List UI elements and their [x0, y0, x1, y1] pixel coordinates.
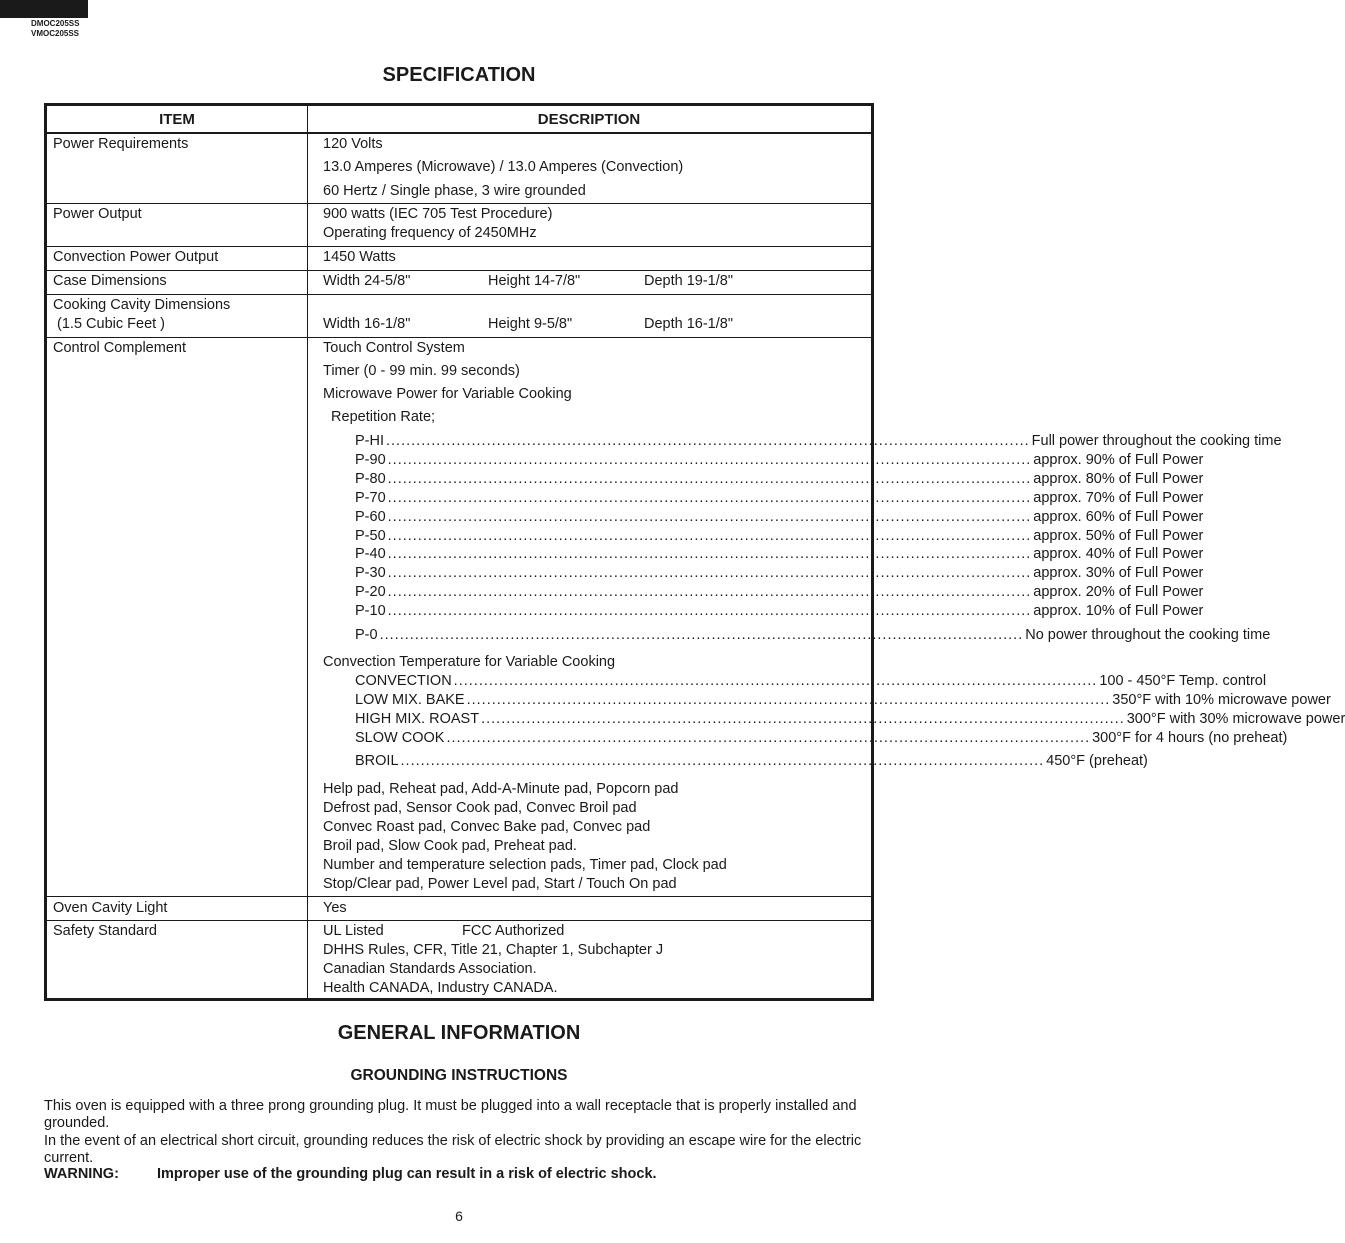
convection-mode-row: HIGH MIX. ROAST ................................................................................................................................ 300°F with 30% microwave power	[355, 711, 1345, 727]
power-level-label: P-20	[355, 584, 386, 600]
power-level-value: No power throughout the cooking time	[1025, 627, 1271, 643]
general-information-title: GENERAL INFORMATION	[337, 1022, 581, 1044]
pad-line: Help pad, Reheat pad, Add-A-Minute pad, Popcorn pad	[323, 781, 679, 797]
power-level-value: approx. 40% of Full Power	[1033, 546, 1204, 562]
convection-mode-row: BROIL ................................................................................................................................ 450°F (preheat)	[355, 753, 1148, 769]
row-divider	[47, 132, 871, 134]
desc-depth: Depth 19-1/8"	[644, 273, 733, 289]
row-divider	[47, 896, 871, 897]
desc-fcc-authorized: FCC Authorized	[462, 923, 565, 939]
power-level-row: P-60 ................................................................................................................................ approx. 60% of Full Power	[355, 509, 1204, 525]
row-divider	[47, 270, 871, 271]
specification-table	[44, 103, 1345, 1001]
item-case-dimensions: Case Dimensions	[53, 273, 167, 289]
power-level-value: approx. 30% of Full Power	[1033, 565, 1204, 581]
desc-height: Height 14-7/8"	[488, 273, 581, 289]
desc-line: DHHS Rules, CFR, Title 21, Chapter 1, Subchapter J	[323, 942, 664, 958]
warning-label: WARNING:	[44, 1166, 119, 1182]
model-numbers	[31, 19, 79, 39]
power-level-row: P-30 ................................................................................................................................ approx. 30% of Full Power	[355, 565, 1204, 581]
convection-mode-value: 300°F for 4 hours (no preheat)	[1092, 730, 1288, 746]
warning-text: Improper use of the grounding plug can result in a risk of electric shock.	[157, 1166, 657, 1182]
power-level-label: P-70	[355, 490, 386, 506]
power-level-label: P-50	[355, 528, 386, 544]
desc-line: 60 Hertz / Single phase, 3 wire grounded	[323, 183, 586, 199]
convection-mode-value: 350°F with 10% microwave power	[1112, 692, 1331, 708]
desc-width: Width 16-1/8"	[323, 316, 411, 332]
item-cavity-volume: (1.5 Cubic Feet )	[53, 316, 166, 332]
desc-line: Timer (0 - 99 min. 99 seconds)	[323, 363, 520, 379]
desc-width: Width 24-5/8"	[323, 273, 411, 289]
power-level-label: P-90	[355, 452, 386, 468]
pad-line: Number and temperature selection pads, Timer pad, Clock pad	[323, 857, 727, 873]
model-number: VMOC205SS	[31, 29, 80, 38]
row-divider	[47, 294, 871, 295]
item-power-output: Power Output	[53, 206, 142, 222]
row-divider	[47, 246, 871, 247]
desc-line: Canadian Standards Association.	[323, 961, 537, 977]
pad-line: Stop/Clear pad, Power Level pad, Start / Touch On pad	[323, 876, 677, 892]
desc-line: Operating frequency of 2450MHz	[323, 225, 537, 241]
convection-mode-row: CONVECTION ................................................................................................................................ 100 - 450°F Temp. control	[355, 673, 1267, 689]
power-level-label: P-0	[355, 627, 378, 643]
desc-line: 120 Volts	[323, 136, 383, 152]
specification-title: SPECIFICATION	[382, 64, 536, 86]
row-divider	[47, 337, 871, 338]
row-divider	[47, 203, 871, 204]
item-power-requirements: Power Requirements	[53, 136, 189, 152]
desc-value: Yes	[323, 900, 347, 916]
desc-depth: Depth 16-1/8"	[644, 316, 733, 332]
desc-line: Touch Control System	[323, 340, 465, 356]
power-level-label: P-30	[355, 565, 386, 581]
column-header-description: DESCRIPTION	[537, 111, 641, 128]
paragraph: In the event of an electrical short circuit, grounding reduces the risk of electric shock by providing an escape wire for the electric current.	[44, 1133, 862, 1166]
desc-ul-listed: UL Listed	[323, 923, 384, 939]
power-level-label: P-80	[355, 471, 386, 487]
power-level-row: P-0 ................................................................................................................................ No power throughout the cooking time	[355, 627, 1271, 643]
item-control-complement: Control Complement	[53, 340, 186, 356]
desc-line: 13.0 Amperes (Microwave) / 13.0 Amperes (Convection)	[323, 159, 684, 175]
desc-line: 900 watts (IEC 705 Test Procedure)	[323, 206, 553, 222]
power-level-label: P-HI	[355, 433, 384, 449]
item-convection-power-output: Convection Power Output	[53, 249, 219, 265]
power-level-value: approx. 70% of Full Power	[1033, 490, 1204, 506]
power-level-row: P-HI ................................................................................................................................ Full power throughout the cooking time	[355, 433, 1282, 449]
pad-line: Defrost pad, Sensor Cook pad, Convec Broil pad	[323, 800, 637, 816]
pad-line: Broil pad, Slow Cook pad, Preheat pad.	[323, 838, 577, 854]
convection-mode-row: SLOW COOK ................................................................................................................................ 300°F for 4 hours (no preheat)	[355, 730, 1288, 746]
power-level-row: P-90 ................................................................................................................................ approx. 90% of Full Power	[355, 452, 1204, 468]
convection-mode-value: 450°F (preheat)	[1046, 753, 1148, 769]
desc-value: 1450 Watts	[323, 249, 396, 265]
power-level-row: P-70 ................................................................................................................................ approx. 70% of Full Power	[355, 490, 1204, 506]
page-number: 6	[455, 1208, 463, 1224]
header-black-tab	[0, 0, 88, 18]
power-level-row: P-40 ................................................................................................................................ approx. 40% of Full Power	[355, 546, 1204, 562]
desc-line: Health CANADA, Industry CANADA.	[323, 980, 558, 996]
power-level-value: Full power throughout the cooking time	[1031, 433, 1282, 449]
desc-height: Height 9-5/8"	[488, 316, 573, 332]
convection-mode-row: LOW MIX. BAKE ................................................................................................................................ 350°F with 10% microwave power	[355, 692, 1331, 708]
paragraph: This oven is equipped with a three prong grounding plug. It must be plugged into a wall receptacle that is properly installed and grounded.	[44, 1098, 857, 1131]
power-level-label: P-60	[355, 509, 386, 525]
power-level-label: P-40	[355, 546, 386, 562]
power-level-value: approx. 80% of Full Power	[1033, 471, 1204, 487]
power-level-value: approx. 10% of Full Power	[1033, 603, 1204, 619]
power-level-row: P-10 ................................................................................................................................ approx. 10% of Full Power	[355, 603, 1204, 619]
power-level-label: P-10	[355, 603, 386, 619]
convection-mode-value: 300°F with 30% microwave power	[1126, 711, 1345, 727]
grounding-instructions-title: GROUNDING INSTRUCTIONS	[350, 1067, 568, 1084]
desc-line: Repetition Rate;	[323, 409, 436, 425]
row-divider	[47, 920, 871, 921]
power-level-row: P-20 ................................................................................................................................ approx. 20% of Full Power	[355, 584, 1204, 600]
power-level-row: P-80 ................................................................................................................................ approx. 80% of Full Power	[355, 471, 1204, 487]
column-divider	[307, 106, 308, 998]
convection-mode-label: HIGH MIX. ROAST	[355, 711, 480, 727]
convection-mode-label: BROIL	[355, 753, 399, 769]
convection-mode-label: SLOW COOK	[355, 730, 445, 746]
power-level-value: approx. 60% of Full Power	[1033, 509, 1204, 525]
convection-mode-label: LOW MIX. BAKE	[355, 692, 465, 708]
power-level-value: approx. 50% of Full Power	[1033, 528, 1204, 544]
pad-line: Convec Roast pad, Convec Bake pad, Convec pad	[323, 819, 651, 835]
column-header-item: ITEM	[159, 111, 195, 128]
power-level-value: approx. 20% of Full Power	[1033, 584, 1204, 600]
convection-mode-label: CONVECTION	[355, 673, 452, 689]
item-safety-standard: Safety Standard	[53, 923, 157, 939]
power-level-row: P-50 ................................................................................................................................ approx. 50% of Full Power	[355, 528, 1204, 544]
model-number: DMOC205SS	[31, 19, 80, 28]
warning	[44, 1166, 657, 1183]
item-cavity-dimensions: Cooking Cavity Dimensions	[53, 297, 231, 313]
desc-line: Microwave Power for Variable Cooking	[323, 386, 572, 402]
convection-heading: Convection Temperature for Variable Cooking	[323, 654, 616, 670]
item-oven-cavity-light: Oven Cavity Light	[53, 900, 168, 916]
power-level-value: approx. 90% of Full Power	[1033, 452, 1204, 468]
convection-mode-value: 100 - 450°F Temp. control	[1099, 673, 1267, 689]
